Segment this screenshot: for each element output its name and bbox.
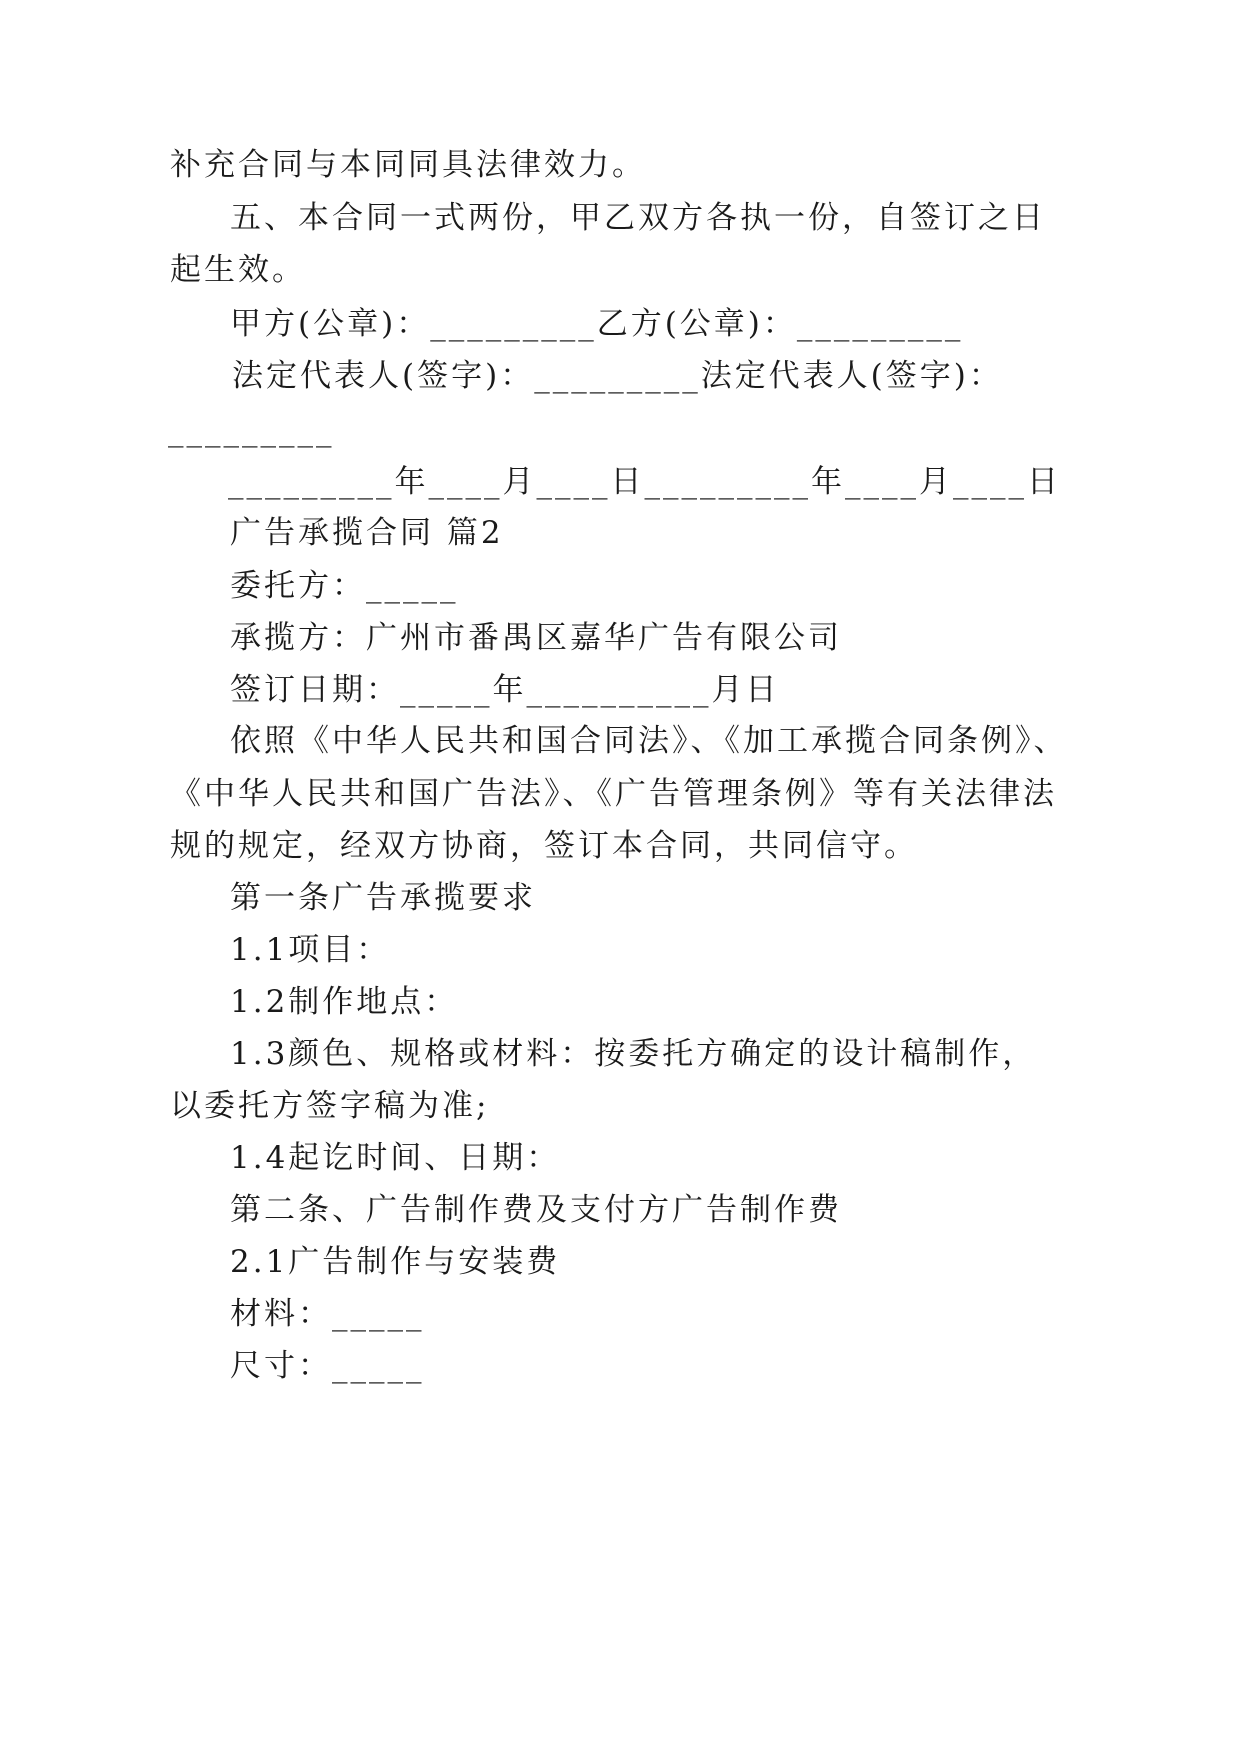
text-line: 以委托方签字稿为准; [170,1088,490,1124]
text-line: 第二条、广告制作费及支付方广告制作费 [230,1192,842,1228]
text-line: 《中华人民共和国广告法》、《广告管理条例》等有关法律法 [170,776,1057,812]
text-line: 1.1项目： [230,932,391,968]
text-line: 补充合同与本同同具法律效力。 [170,147,646,183]
text-line: 尺寸：_____ [230,1348,425,1384]
text-line: 规的规定，经双方协商，签订本合同，共同信守。 [170,828,918,864]
text-line: 承揽方：广州市番禺区嘉华广告有限公司 [230,620,842,656]
text-line: 起生效。 [170,252,306,288]
section-heading: 广告承揽合同 篇2 [230,515,504,551]
text-line: 甲方(公章)：_________乙方(公章)：_________ [230,306,964,342]
text-line: 签订日期：_____年__________月日 [230,672,780,708]
text-line: 材料：_____ [230,1296,425,1332]
text-line: 1.2制作地点： [230,984,459,1020]
text-line: 委托方：_____ [230,568,459,604]
text-line: 1.4起讫时间、日期： [230,1140,561,1176]
text-line: 五、本合同一式两份，甲乙双方各执一份，自签订之日 [230,200,1046,236]
text-line: 法定代表人(签字)：_________法定代表人(签字)： [232,358,1003,394]
text-line: 2.1广告制作与安装费 [230,1244,561,1280]
text-line: 依照《中华人民共和国合同法》、《加工承揽合同条例》、 [230,723,1068,759]
text-line: _________ [168,412,335,448]
text-line: 第一条广告承揽要求 [230,880,536,916]
text-line: _________年____月____日_________年____月____日 [228,464,1061,500]
text-line: 1.3颜色、规格或材料：按委托方确定的设计稿制作， [230,1036,1037,1072]
